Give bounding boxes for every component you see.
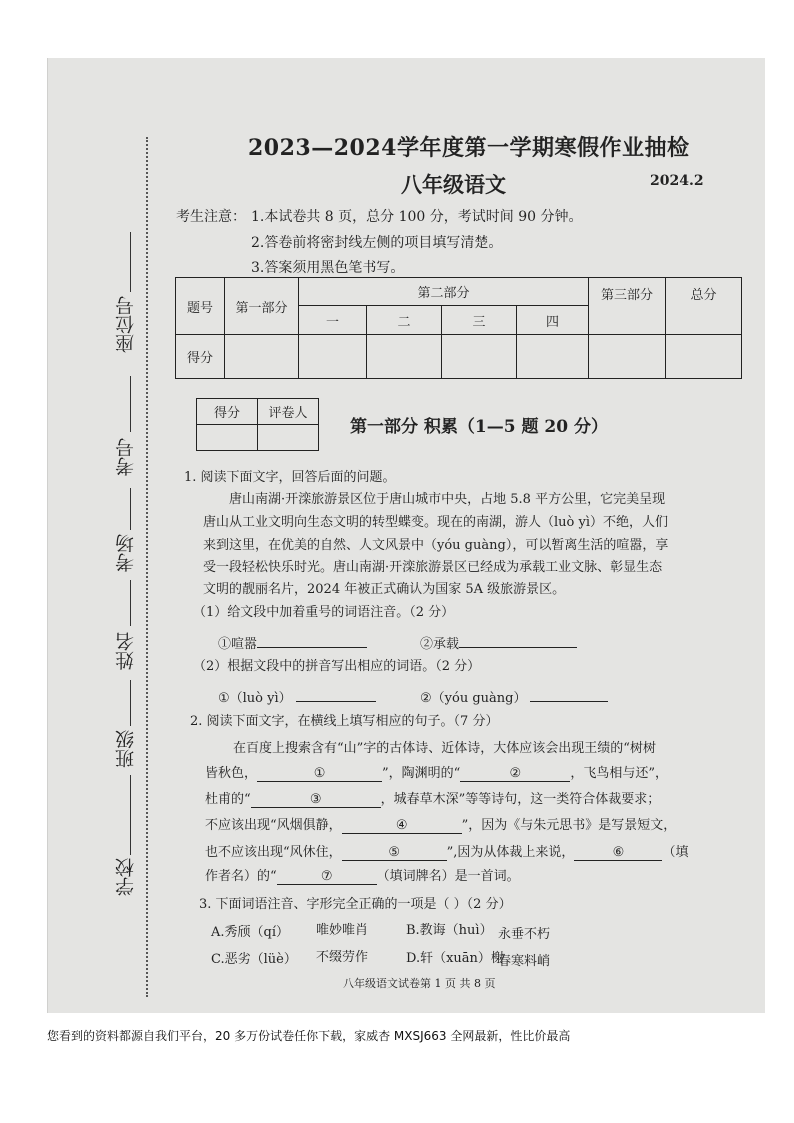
side-label-seat: 座位号 <box>115 296 137 353</box>
score-table-part3: 第三部分 <box>589 278 666 335</box>
grader-score-label: 得分 <box>197 399 258 425</box>
answer-blank-1[interactable]: ① <box>257 766 382 782</box>
q2-text: ”,因为从体裁上来说， <box>446 845 575 860</box>
side-blank-seat <box>130 232 131 292</box>
side-label-school: 学校 <box>115 858 137 896</box>
side-label-name: 姓名 <box>115 632 137 670</box>
q1-passage-line: 受一段轻松快乐时光。唐山南湖·开滦旅游景区已经成为承载工业文脉、彰显生态 <box>203 560 663 575</box>
q1-passage-line: 唐山从工业文明向生态文明的转型蝶变。现在的南湖，游人（luò yì）不绝，人们 <box>203 515 668 530</box>
q1-passage-line: 文明的靓丽名片，2024 年被正式确认为国家 5A 级旅游景区。 <box>203 582 566 597</box>
q2-text: 皆秋色， <box>205 766 258 781</box>
score-table-score-label: 得分 <box>176 335 225 379</box>
score-table-part1: 第一部分 <box>225 278 299 335</box>
q2-text: （填 <box>662 845 689 860</box>
answer-blank-7[interactable]: ⑦ <box>277 869 377 885</box>
side-label-room: 考场 <box>115 534 137 572</box>
q1-stem: 1. 阅读下面文字，回答后面的问题。 <box>184 470 396 485</box>
q2-text: （填词牌名）是一首词。 <box>376 869 520 884</box>
note-item: 1.本试卷共 8 页，总分 100 分，考试时间 90 分钟。 <box>251 209 583 225</box>
q2-line <box>205 766 668 782</box>
side-blank-exam-no <box>130 376 131 432</box>
side-blank-class <box>130 680 131 726</box>
q3-option-b-word: 永垂不朽 <box>498 927 551 942</box>
q1-sub2-b-label: ②（yóu guàng） <box>420 691 527 706</box>
answer-blank-3[interactable]: ③ <box>251 792 381 808</box>
q2-line: 在百度上搜索含有“山”字的古体诗、近体诗，大体应该会出现王绩的“树树 <box>233 741 656 756</box>
q2-line <box>205 792 660 808</box>
q3-option-c[interactable]: C.恶劣（lüè） <box>211 952 297 967</box>
score-cell[interactable] <box>589 335 666 379</box>
answer-blank-4[interactable]: ④ <box>342 818 462 834</box>
q1-sub1-b-label: ②承载 <box>420 637 460 652</box>
q2-text: ”，陶渊明的“ <box>382 766 461 781</box>
q3-option-d[interactable]: D.轩（xuān）榭 <box>406 951 504 966</box>
exam-date: 2024.2 <box>650 173 704 189</box>
answer-blank[interactable] <box>296 686 376 702</box>
q1-sub1: （1）给文段中加着重号的词语注音。（2 分） <box>193 605 455 620</box>
seal-line <box>146 137 148 997</box>
q1-sub2-a-label: ①（luò yì） <box>218 691 292 706</box>
score-table-sub: 四 <box>517 306 589 335</box>
score-cell[interactable] <box>367 335 442 379</box>
note-item: 2.答卷前将密封线左侧的项目填写清楚。 <box>251 235 503 251</box>
q1-sub2: （2）根据文段中的拼音写出相应的词语。（2 分） <box>193 659 481 674</box>
q1-sub1-a <box>218 632 367 653</box>
bottom-caption: 您看到的资料都源自我们平台，20 多万份试卷任你下载，家威杏 MXSJ663 全网最新，性比价最高 <box>47 1029 571 1043</box>
side-blank-school <box>130 775 131 855</box>
score-table-row-label: 题号 <box>176 278 225 335</box>
score-table-total: 总分 <box>666 278 742 335</box>
score-cell[interactable] <box>666 335 742 379</box>
q3-option-b[interactable]: B.教诲（huì） <box>406 923 493 938</box>
score-cell[interactable] <box>442 335 517 379</box>
q1-sub2-a <box>218 686 376 707</box>
q3-option-a[interactable]: A.秀颀（qí） <box>211 925 290 940</box>
q3-option-a-word: 唯妙唯肖 <box>316 923 369 938</box>
score-cell[interactable] <box>517 335 589 379</box>
q3-stem: 3. 下面词语注音、字形完全正确的一项是（ ）（2 分） <box>199 897 512 912</box>
q2-text: ，飞鸟相与还”， <box>570 766 668 781</box>
q2-text: ”，因为《与朱元思书》是写景短文， <box>461 818 677 833</box>
score-table-sub: 一 <box>299 306 367 335</box>
q1-passage-line: 唐山南湖·开滦旅游景区位于唐山城市中央，占地 5.8 平方公里，它完美呈现 <box>229 492 666 507</box>
answer-blank[interactable] <box>459 632 577 648</box>
score-cell[interactable] <box>225 335 299 379</box>
side-blank-room <box>130 488 131 530</box>
q2-text: 也不应该出现“风休住， <box>205 845 342 860</box>
note-item: 3.答案须用黑色笔书写。 <box>251 260 405 276</box>
q2-stem: 2. 阅读下面文字，在横线上填写相应的句子。（7 分） <box>190 714 499 729</box>
grader-name-cell[interactable] <box>258 425 319 451</box>
q1-sub1-b <box>420 632 577 653</box>
answer-blank-6[interactable]: ⑥ <box>574 845 662 861</box>
q1-passage-line: 来到这里，在优美的自然、人文风景中（yóu guàng），可以暂离生活的喧嚣，享 <box>203 538 669 553</box>
side-label-exam-no: 考号 <box>115 438 137 476</box>
q2-text: 杜甫的“ <box>205 792 251 807</box>
q1-sub2-b <box>420 686 608 707</box>
q3-option-d-word: 春寒料峭 <box>498 954 551 969</box>
exam-title: 2023—2024学年度第一学期寒假作业抽检 <box>248 135 690 161</box>
q2-text: ，城春草木深”等等诗句，这一类符合体裁要求； <box>380 792 661 807</box>
grader-label: 评卷人 <box>258 399 319 425</box>
score-table-part2: 第二部分 <box>299 278 589 306</box>
grader-score-cell[interactable] <box>197 425 258 451</box>
answer-blank-5[interactable]: ⑤ <box>342 845 447 861</box>
answer-blank[interactable] <box>530 686 608 702</box>
side-label-class: 班级 <box>115 730 137 768</box>
page-footer: 八年级语文试卷第 1 页 共 8 页 <box>343 977 496 990</box>
section-heading: 第一部分 积累（1—5 题 20 分） <box>350 417 608 437</box>
score-table <box>175 277 742 379</box>
q1-sub1-a-label: ①喧嚣 <box>218 637 258 652</box>
side-blank-name <box>130 580 131 626</box>
q2-line <box>205 869 520 885</box>
score-cell[interactable] <box>299 335 367 379</box>
q3-option-c-word: 不缀劳作 <box>316 950 369 965</box>
answer-blank-2[interactable]: ② <box>460 766 570 782</box>
answer-blank[interactable] <box>257 632 367 648</box>
q2-text: 作者名）的“ <box>205 869 277 884</box>
notes-prefix: 考生注意： <box>176 209 246 225</box>
grader-table <box>196 398 319 451</box>
score-table-sub: 二 <box>367 306 442 335</box>
q2-text: 不应该出现“风烟俱静， <box>205 818 342 833</box>
exam-subtitle: 八年级语文 <box>401 172 506 197</box>
q2-line <box>205 845 688 861</box>
score-table-sub: 三 <box>442 306 517 335</box>
q2-line <box>205 818 676 834</box>
